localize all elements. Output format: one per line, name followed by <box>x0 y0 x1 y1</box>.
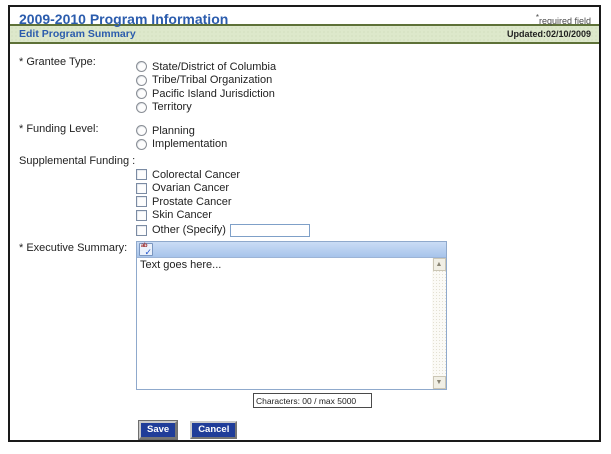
supp-checkbox-skin-label[interactable]: Skin Cancer <box>152 209 212 222</box>
required-text: required field <box>538 16 591 26</box>
checkbox-option <box>136 182 310 196</box>
supplemental-funding-label: Supplemental Funding : <box>19 155 136 167</box>
supp-checkbox-ovarian[interactable] <box>136 183 147 194</box>
executive-summary-row <box>19 241 599 408</box>
grantee-radio-tribe-label[interactable]: Tribe/Tribal Organization <box>152 74 273 87</box>
checkbox-option <box>136 209 310 223</box>
grantee-radio-territory[interactable] <box>136 102 147 113</box>
executive-summary-textarea[interactable]: Text goes here... <box>140 259 222 271</box>
executive-summary-label: * Executive Summary: <box>19 242 128 254</box>
grantee-type-radio-group <box>136 55 276 114</box>
spellcheck-button[interactable] <box>139 243 153 256</box>
funding-level-label: * Funding Level: <box>19 123 99 135</box>
supp-checkbox-colorectal[interactable] <box>136 169 147 180</box>
radio-option <box>136 124 227 138</box>
supp-checkbox-other[interactable] <box>136 225 147 236</box>
radio-option <box>136 87 276 101</box>
checkbox-option <box>136 195 310 209</box>
funding-level-radio-group <box>136 122 227 151</box>
checkbox-option-other <box>136 222 310 238</box>
grantee-type-label: * Grantee Type: <box>19 56 96 68</box>
page-frame <box>8 5 601 442</box>
radio-option <box>136 138 227 152</box>
editor-scrollbar[interactable] <box>432 258 446 389</box>
editor-toolbar <box>137 242 446 258</box>
updated-timestamp: Updated:02/10/2009 <box>506 29 591 39</box>
page-header <box>10 7 599 26</box>
supp-checkbox-other-label[interactable]: Other (Specify) <box>152 224 226 236</box>
funding-radio-implementation-label[interactable]: Implementation <box>152 138 228 151</box>
spellcheck-icon: ab <box>141 243 148 249</box>
other-specify-input[interactable] <box>230 224 310 237</box>
supp-checkbox-ovarian-label[interactable]: Ovarian Cancer <box>152 182 230 195</box>
grantee-radio-pacific[interactable] <box>136 88 147 99</box>
scroll-up-icon[interactable]: ▲ <box>433 258 446 271</box>
radio-option <box>136 74 276 88</box>
funding-level-row <box>19 122 599 151</box>
grantee-radio-state[interactable] <box>136 61 147 72</box>
checkbox-option <box>136 168 310 182</box>
executive-summary-editor <box>136 241 447 390</box>
section-title: Edit Program Summary <box>19 28 136 40</box>
cancel-button[interactable]: Cancel <box>190 421 237 439</box>
supplemental-funding-row <box>19 154 599 238</box>
funding-radio-planning-label[interactable]: Planning <box>152 124 195 137</box>
form-actions <box>139 421 599 439</box>
executive-summary-editor-wrap <box>136 241 447 408</box>
supp-checkbox-prostate[interactable] <box>136 196 147 207</box>
radio-option <box>136 101 276 115</box>
page-title: 2009-2010 Program Information <box>19 11 229 27</box>
required-field-note <box>536 13 591 26</box>
supp-checkbox-skin[interactable] <box>136 210 147 221</box>
supp-checkbox-colorectal-label[interactable]: Colorectal Cancer <box>152 168 241 181</box>
grantee-radio-tribe[interactable] <box>136 75 147 86</box>
save-button[interactable]: Save <box>139 421 177 439</box>
grantee-type-row <box>19 55 599 114</box>
editor-body <box>137 258 446 389</box>
radio-option <box>136 60 276 74</box>
supp-checkbox-prostate-label[interactable]: Prostate Cancer <box>152 195 232 208</box>
scroll-down-icon[interactable]: ▼ <box>433 376 446 389</box>
character-counter: Characters: 00 / max 5000 <box>253 393 372 408</box>
grantee-radio-state-label[interactable]: State/District of Columbia <box>152 60 277 73</box>
section-bar <box>10 26 599 44</box>
spellcheck-check-icon: ✓ <box>144 247 152 257</box>
supplemental-funding-checkbox-group <box>136 154 310 238</box>
funding-radio-implementation[interactable] <box>136 139 147 150</box>
funding-radio-planning[interactable] <box>136 125 147 136</box>
grantee-radio-pacific-label[interactable]: Pacific Island Jurisdiction <box>152 87 275 100</box>
grantee-radio-territory-label[interactable]: Territory <box>152 101 192 114</box>
required-asterisk: * <box>535 13 539 22</box>
edit-program-form <box>10 44 599 439</box>
